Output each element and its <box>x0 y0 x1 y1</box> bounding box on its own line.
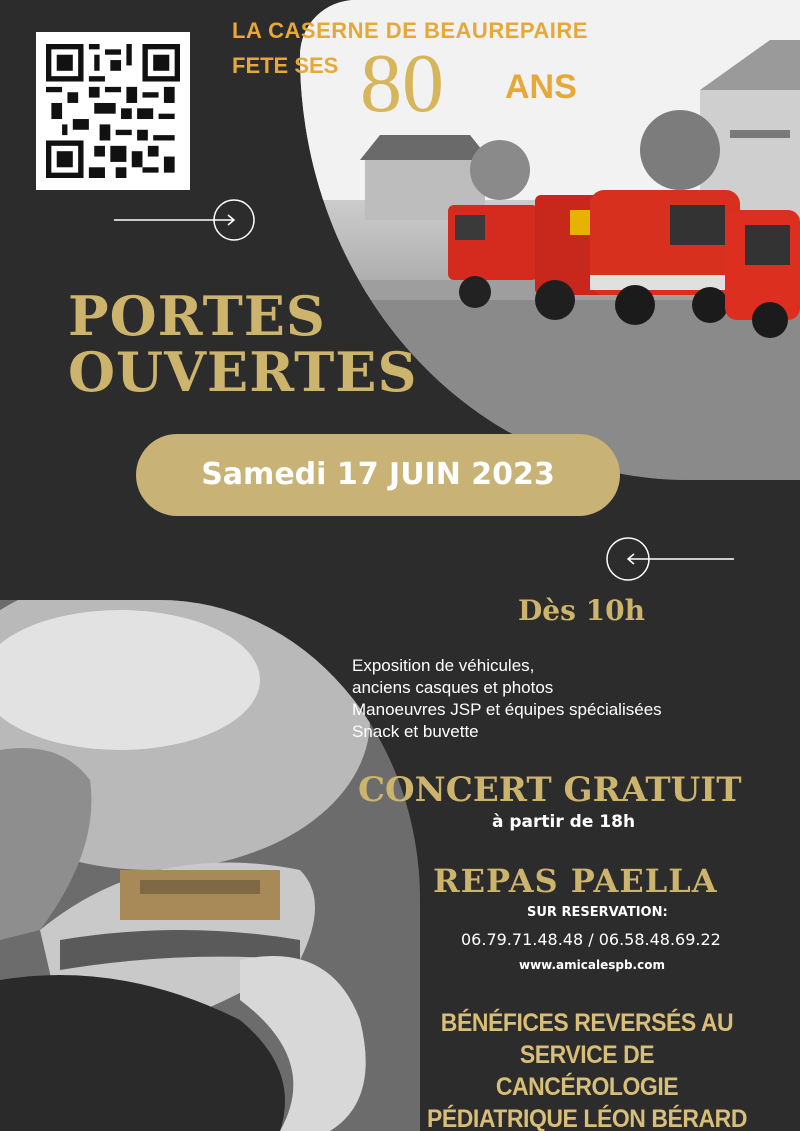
arrow-left-icon <box>604 536 736 582</box>
title-line2: OUVERTES <box>68 340 418 404</box>
website-link[interactable]: www.amicalespb.com <box>519 958 665 972</box>
list-item: Exposition de véhicules, <box>352 656 535 675</box>
header-line2: FETE SES <box>232 53 339 78</box>
activities-list <box>352 655 662 743</box>
concert-time: à partir de 18h <box>492 812 636 832</box>
benefices-line2: SERVICE DE CANCÉROLOGIE <box>495 1041 679 1101</box>
concert-title: CONCERT GRATUIT <box>358 770 742 810</box>
reservation-label: SUR RESERVATION: <box>527 905 668 920</box>
start-time: Dès 10h <box>518 594 645 627</box>
date-text: Samedi 17 JUIN 2023 <box>201 457 555 492</box>
date-badge <box>136 434 620 516</box>
list-item: anciens casques et photos <box>352 678 554 697</box>
benefices-line1: BÉNÉFICES REVERSÉS AU <box>440 1009 734 1037</box>
benefices-line3: PÉDIATRIQUE LÉON BÉRARD <box>427 1105 747 1131</box>
list-item: Snack et buvette <box>352 722 479 741</box>
qr-code-icon <box>46 42 180 180</box>
header-ans: ANS <box>505 68 577 106</box>
arrow-right-icon <box>112 198 257 242</box>
title-line1: PORTES <box>68 284 326 348</box>
qr-code[interactable] <box>36 32 190 190</box>
phone-numbers[interactable]: 06.79.71.48.48 / 06.58.48.69.22 <box>461 930 721 949</box>
benefices-text <box>426 1007 748 1131</box>
list-item: Manoeuvres JSP et équipes spécialisées <box>352 700 662 719</box>
page-title <box>68 284 418 404</box>
header-line1: LA CASERNE DE BEAUREPAIRE <box>232 18 588 43</box>
header-number: 80 <box>360 37 444 130</box>
repas-title: REPAS PAELLA <box>433 862 718 900</box>
